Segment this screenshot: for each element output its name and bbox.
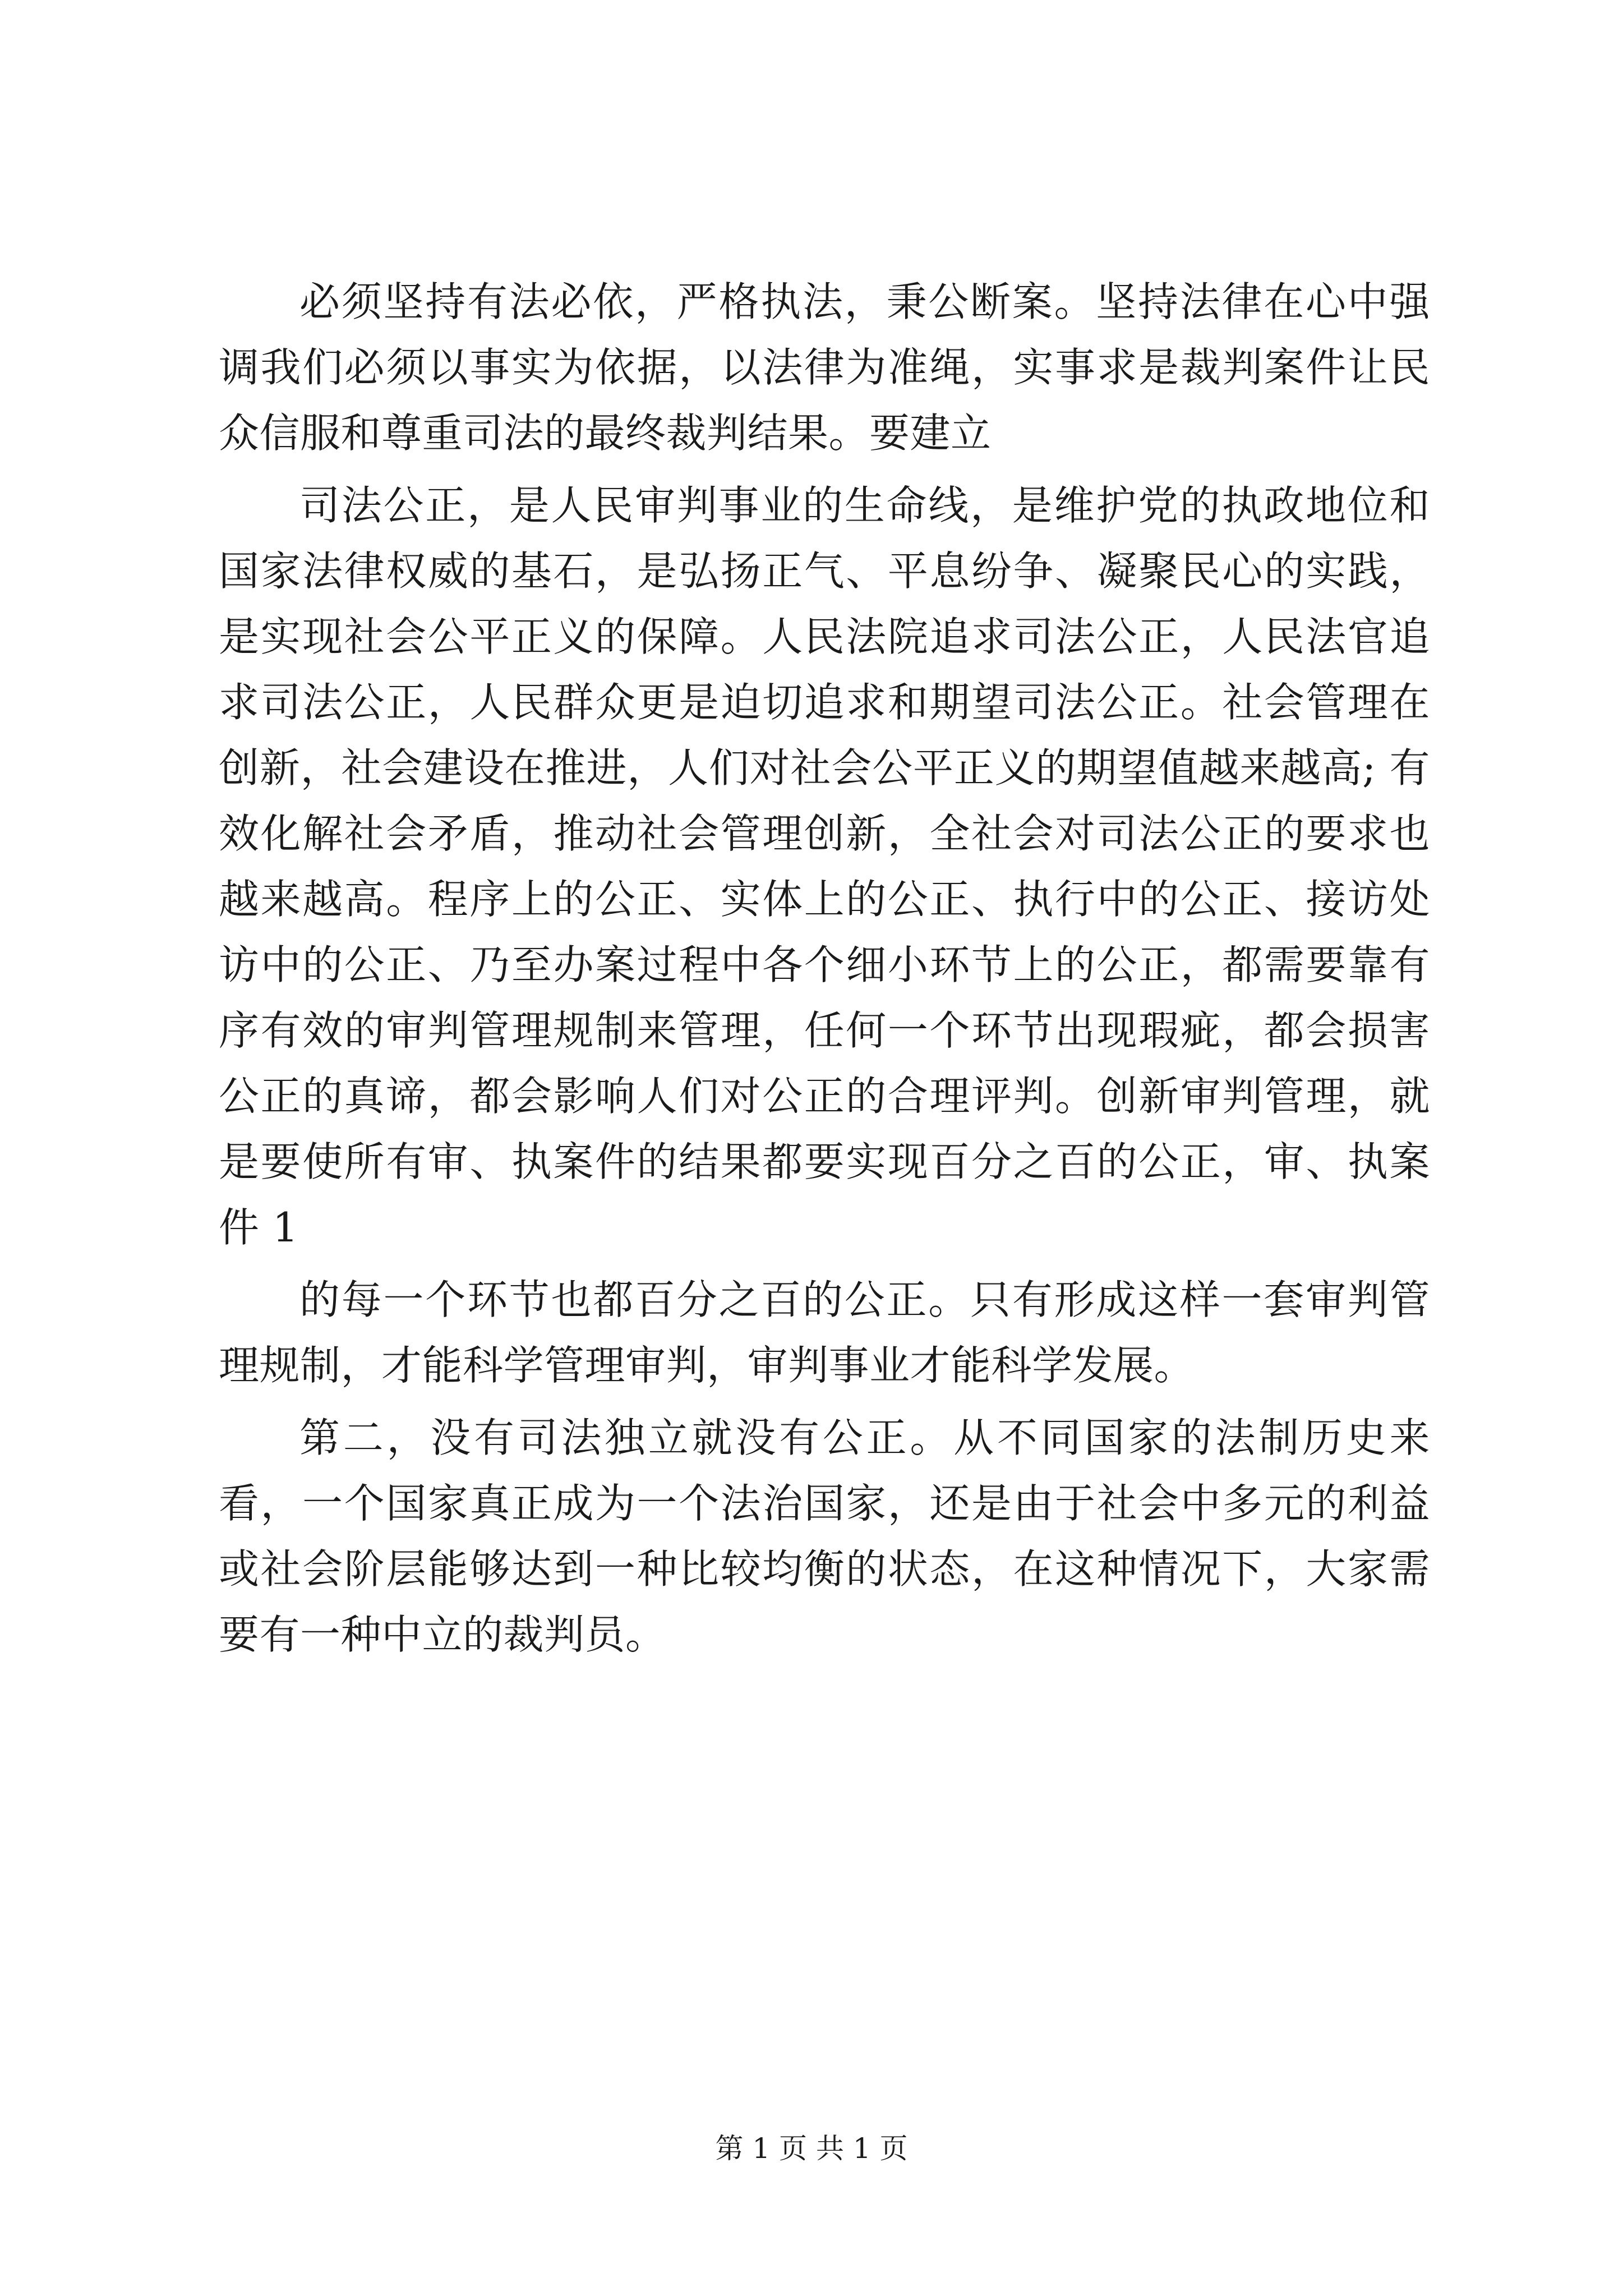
paragraph-2: 司法公正，是人民审判事业的生命线，是维护党的执政地位和国家法律权威的基石，是弘扬正气、平息纷争、凝聚民心的实践，是实现社会公平正义的保障。人民法院追求司法公正，人民法官追求司法公正，人民群众更是迫切追求和期望司法公正。社会管理在创新，社会建设在推进，人们对社会公平正义的期望值越来越高; 有效化解社会矛盾，推动社会管理创新，全社会对司法公正的要求也越来越高。程序上的公正、实体上的公正、执行中的公正、接访处访中的公正、乃至办案过程中各个细小环节上的公正，都需要靠有序有效的审判管理规制来管理，任何一个环节出现瑕疵，都会损害公正的真谛，都会影响人们对公正的合理评判。创新审判管理，就是要使所有审、执案件的结果都要实现百分之百的公正，审、执案件 1 <box>219 482 1430 1251</box>
document-body <box>219 269 1430 1668</box>
paragraph-1: 必须坚持有法必依，严格执法，秉公断案。坚持法律在心中强调我们必须以事实为依据，以法律为准绳，实事求是裁判案件让民众信服和尊重司法的最终裁判结果。要建立 <box>219 278 1430 457</box>
page-number-footer: 第 1 页 共 1 页 <box>715 2132 908 2165</box>
paragraph-4: 第二，没有司法独立就没有公正。从不同国家的法制历史来看，一个国家真正成为一个法治国家，还是由于社会中多元的利益或社会阶层能够达到一种比较均衡的状态，在这种情况下，大家需要有一种中立的裁判员。 <box>219 1414 1430 1658</box>
paragraph-3: 的每一个环节也都百分之百的公正。只有形成这样一套审判管理规制，才能科学管理审判，审判事业才能科学发展。 <box>219 1276 1430 1389</box>
